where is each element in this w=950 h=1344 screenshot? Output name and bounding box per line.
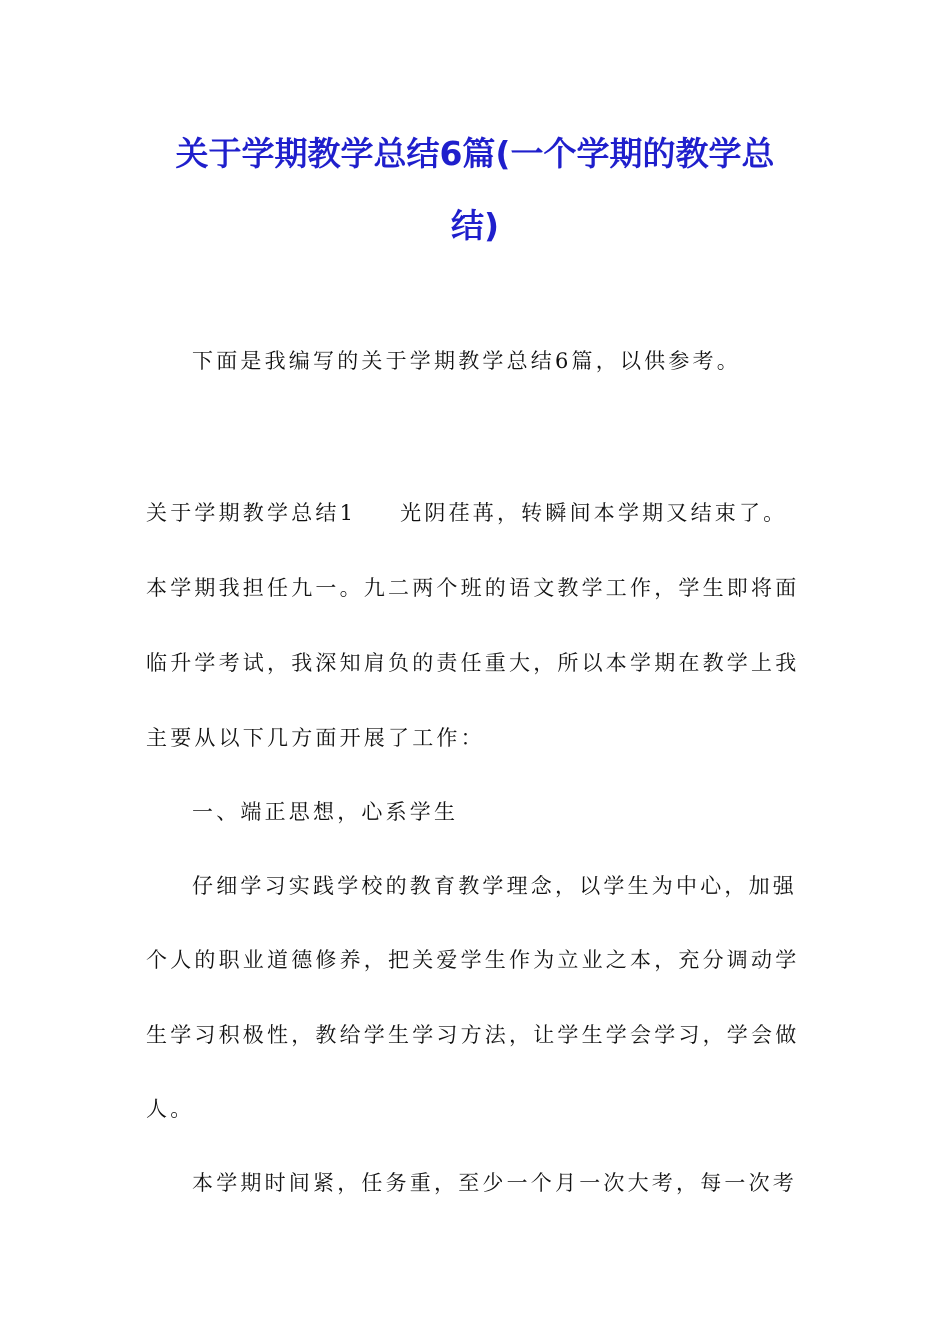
paragraph-line: 个人的职业道德修养，把关爱学生作为立业之本，充分调动学 bbox=[146, 948, 800, 972]
paragraph-line: 临升学考试，我深知肩负的责任重大，所以本学期在教学上我 bbox=[146, 651, 800, 675]
paragraph-line: 本学期时间紧，任务重，至少一个月一次大考，每一次考 bbox=[192, 1171, 797, 1195]
paragraph-line bbox=[146, 497, 787, 527]
paragraph-line: 人。 bbox=[146, 1097, 195, 1121]
paragraph-line: 仔细学习实践学校的教育教学理念，以学生为中心，加强 bbox=[192, 874, 797, 898]
paragraph-line: 本学期我担任九一。九二两个班的语文教学工作，学生即将面 bbox=[146, 576, 800, 600]
document-title bbox=[146, 118, 804, 262]
subheading: 一、端正思想，心系学生 bbox=[192, 800, 459, 824]
intro-paragraph: 下面是我编写的关于学期教学总结6篇，以供参考。 bbox=[192, 349, 741, 373]
title-line-2: 结) bbox=[450, 206, 500, 245]
title-line-1: 关于学期教学总结6篇(一个学期的教学总 bbox=[175, 134, 775, 173]
paragraph-line: 生学习积极性，教给学生学习方法，让学生学会学习，学会做 bbox=[146, 1023, 800, 1047]
paragraph-text: 光阴荏苒，转瞬间本学期又结束了。 bbox=[400, 501, 788, 525]
paragraph-line: 主要从以下几方面开展了工作： bbox=[146, 726, 485, 750]
section-heading: 关于学期教学总结1 bbox=[146, 501, 357, 525]
